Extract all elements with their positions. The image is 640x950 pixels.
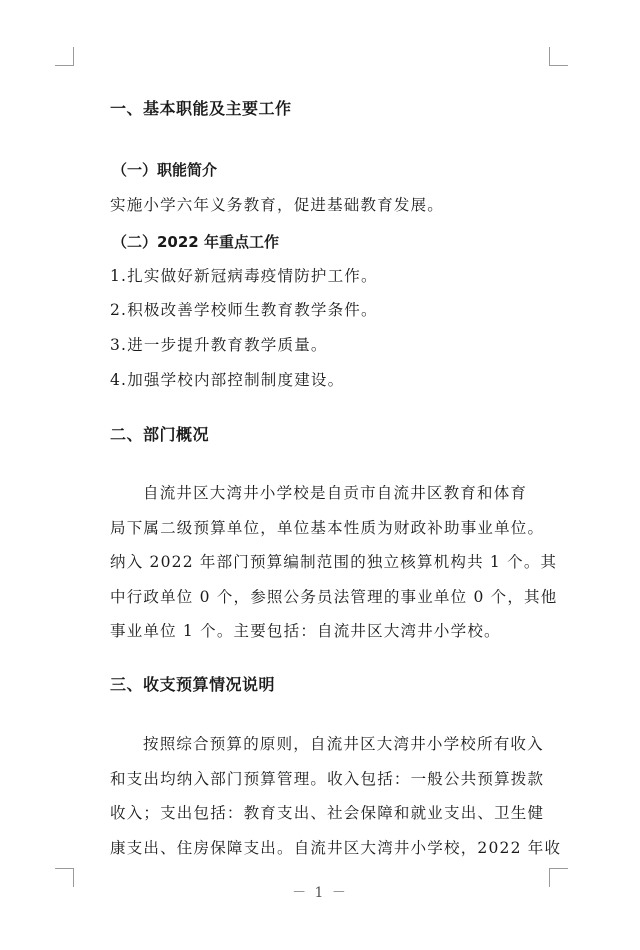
section-2-line-5: 事业单位 1 个。主要包括：自流井区大湾井小学校。 bbox=[110, 622, 501, 640]
section-2-line-2: 局下属二级预算单位，单位基本性质为财政补助事业单位。 bbox=[110, 518, 545, 537]
section-2-paragraph bbox=[110, 476, 558, 649]
section-3-line-2: 和支出均纳入部门预算管理。收入包括：一般公共预算拨款 bbox=[110, 769, 545, 788]
section-3-line-4: 康支出、住房保障支出。自流井区大湾井小学校，2022 年收 bbox=[110, 838, 562, 857]
section-2-line-4: 中行政单位 0 个，参照公务员法管理的事业单位 0 个，其他 bbox=[110, 587, 558, 606]
crop-mark-top-left bbox=[55, 47, 74, 66]
key-work-item-1: 1.扎实做好新冠病毒疫情防护工作。 bbox=[110, 267, 378, 285]
key-work-item-3: 3.进一步提升教育教学质量。 bbox=[110, 336, 328, 354]
key-work-item-4: 4.加强学校内部控制制度建设。 bbox=[110, 371, 345, 389]
section-2-heading: 二、部门概况 bbox=[110, 425, 210, 444]
key-work-item-2: 2.积极改善学校师生教育教学条件。 bbox=[110, 301, 378, 319]
section-1-heading: 一、基本职能及主要工作 bbox=[110, 99, 292, 118]
section-2-line-1: 自流井区大湾井小学校是自贡市自流井区教育和体育 bbox=[143, 484, 528, 502]
section-1-subheading-duties: （一）职能简介 bbox=[112, 161, 218, 179]
section-2-line-3: 纳入 2022 年部门预算编制范围的独立核算机构共 1 个。其 bbox=[110, 553, 558, 571]
crop-mark-top-right bbox=[549, 47, 568, 66]
duties-text: 实施小学六年义务教育，促进基础教育发展。 bbox=[110, 196, 445, 214]
section-3-line-1: 按照综合预算的原则，自流井区大湾井小学校所有收入 bbox=[143, 735, 544, 753]
section-3-line-3: 收入；支出包括：教育支出、社会保障和就业支出、卫生健 bbox=[110, 804, 545, 822]
section-3-paragraph bbox=[110, 727, 562, 865]
section-1-subheading-key-work: （二）2022 年重点工作 bbox=[112, 233, 279, 251]
section-3-heading: 三、收支预算情况说明 bbox=[110, 675, 276, 694]
page-number: － 1 － bbox=[292, 885, 348, 901]
